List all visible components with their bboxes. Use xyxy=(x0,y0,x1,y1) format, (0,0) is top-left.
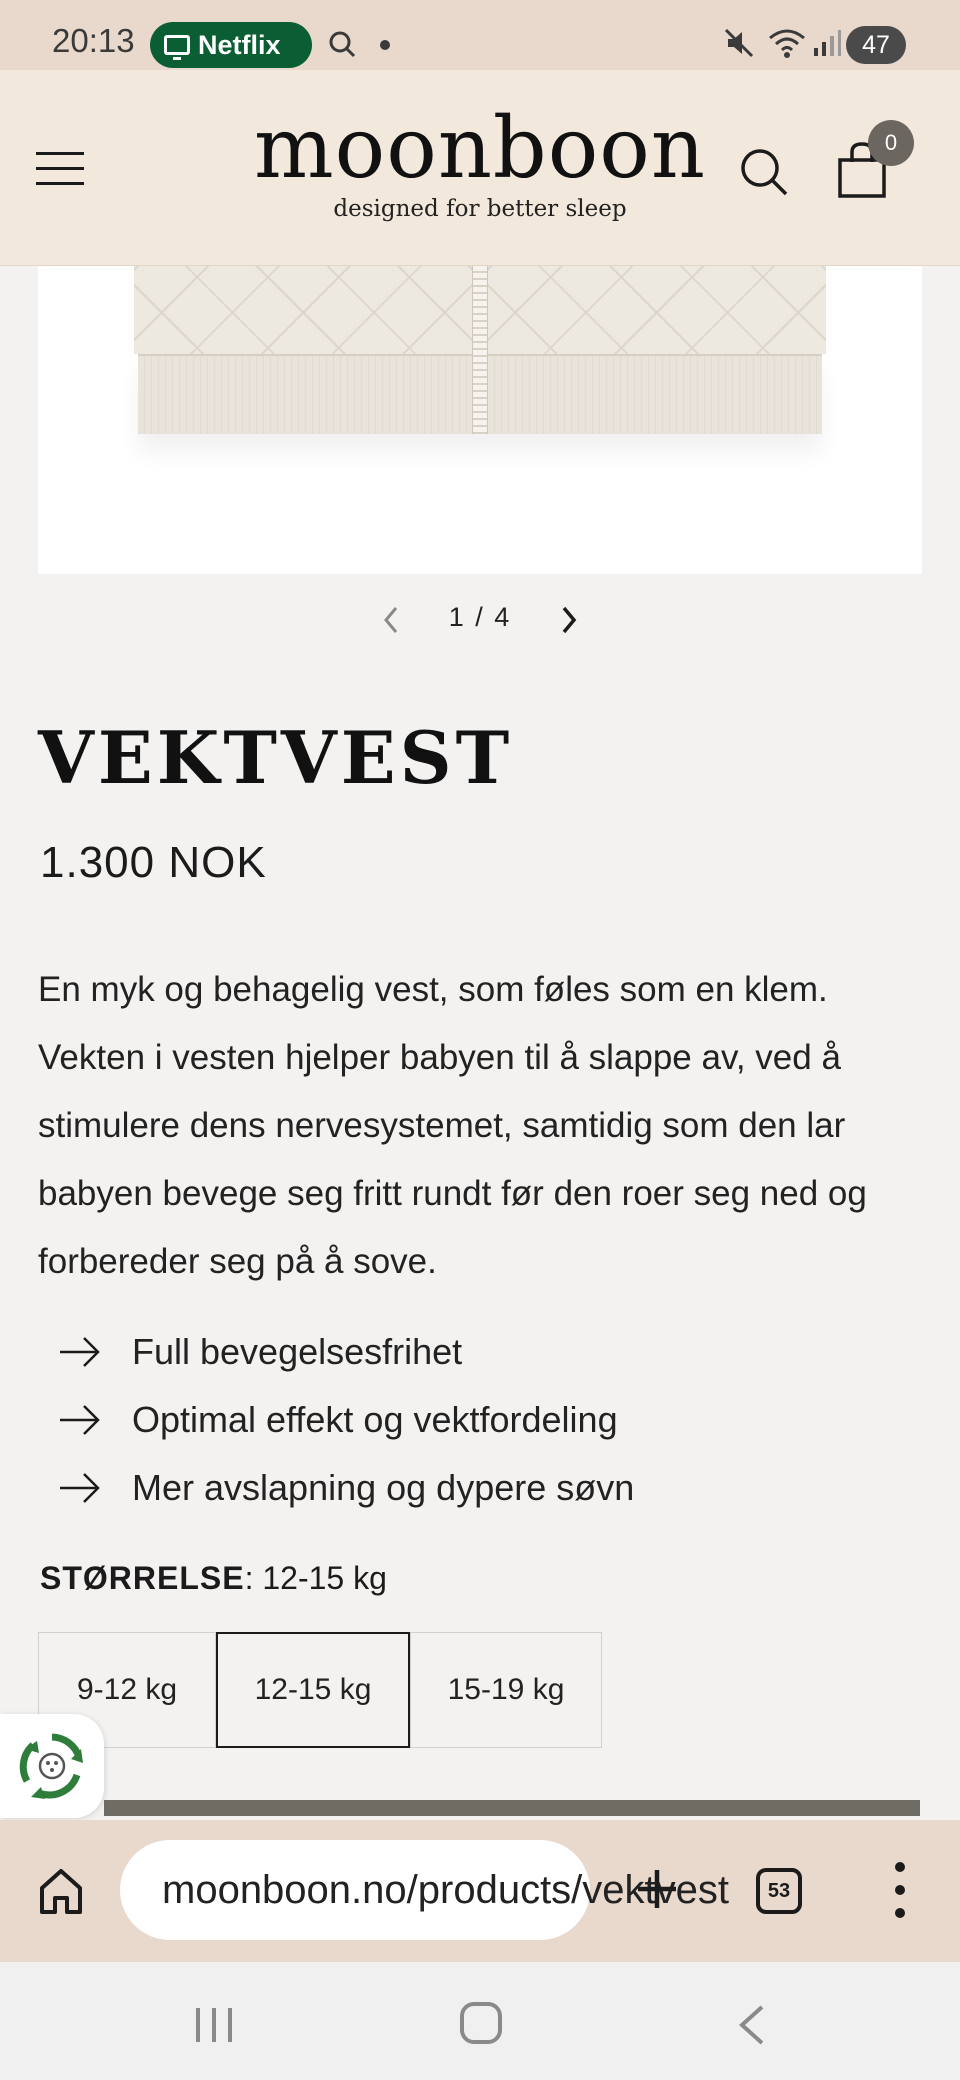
recents-icon[interactable] xyxy=(192,2006,236,2044)
feature-text: Mer avslapning og dypere søvn xyxy=(132,1467,635,1508)
cart-count-badge[interactable]: 0 xyxy=(868,120,914,166)
url-text: moonboon.no/products/vektvest xyxy=(162,1867,730,1912)
size-option-15-19[interactable]: 15-19 kg xyxy=(410,1632,602,1748)
more-options-icon[interactable] xyxy=(890,1862,910,1918)
product-image[interactable] xyxy=(38,266,922,574)
gallery-pager xyxy=(0,596,960,646)
site-tagline: designed for better sleep xyxy=(333,196,627,222)
feature-text: Full bevegelsesfrihet xyxy=(132,1331,463,1372)
size-option-9-12[interactable]: 9-12 kg xyxy=(38,1632,216,1748)
back-icon[interactable] xyxy=(736,2004,766,2046)
size-label-heading: STØRRELSE xyxy=(40,1560,245,1596)
system-navigation-bar xyxy=(0,1962,960,2080)
list-item xyxy=(58,1386,634,1454)
feature-list xyxy=(58,1318,634,1522)
search-icon xyxy=(328,30,356,58)
gallery-current: 1 xyxy=(448,602,466,632)
tab-count: 53 xyxy=(767,1879,791,1902)
battery-level: 47 xyxy=(862,30,890,59)
add-to-cart-button[interactable] xyxy=(104,1800,920,1816)
url-bar[interactable] xyxy=(120,1840,730,1940)
tv-icon xyxy=(164,35,190,55)
netflix-notification-pill[interactable] xyxy=(150,22,312,68)
chevron-left-icon[interactable] xyxy=(380,604,402,636)
nav-home-icon[interactable] xyxy=(460,2002,502,2044)
vest-zipper xyxy=(472,266,488,434)
list-item xyxy=(58,1318,634,1386)
chevron-right-icon[interactable] xyxy=(558,604,580,636)
arrow-right-icon xyxy=(58,1470,102,1506)
battery-icon xyxy=(846,26,906,64)
wifi-icon xyxy=(768,26,806,60)
search-icon[interactable] xyxy=(738,146,790,198)
eco-badge[interactable] xyxy=(0,1714,104,1818)
mute-icon xyxy=(724,28,754,58)
list-item xyxy=(58,1454,634,1522)
notification-dot xyxy=(380,40,390,50)
size-options xyxy=(38,1632,616,1748)
product-description: En myk og behagelig vest, som føles som en klem. Vekten i vesten hjelper babyen til å slappe av, ved å stimulere dens nervesystemet, samtidig som den lar babyen bevege seg fritt rundt før den roer seg ned og forbereder seg på å sove. xyxy=(38,970,867,1281)
arrow-right-icon xyxy=(58,1402,102,1438)
size-selected-value: 12-15 kg xyxy=(262,1560,387,1596)
home-icon[interactable] xyxy=(36,1866,86,1916)
gallery-total: 4 xyxy=(494,602,512,632)
signal-icon xyxy=(812,28,842,58)
gallery-page-indicator xyxy=(430,602,530,633)
product-title: VEKTVEST xyxy=(38,715,514,800)
feature-text: Optimal effekt og vektfordeling xyxy=(132,1399,618,1440)
size-option-12-15[interactable]: 12-15 kg xyxy=(216,1632,410,1748)
netflix-label: Netflix xyxy=(198,29,281,60)
site-header xyxy=(0,70,960,266)
product-price: 1.300 NOK xyxy=(40,838,267,887)
plus-icon[interactable] xyxy=(634,1866,680,1912)
site-logo[interactable]: moonboon xyxy=(254,99,706,197)
tab-switcher-button[interactable] xyxy=(756,1868,802,1914)
gallery-separator: / xyxy=(475,602,485,632)
browser-toolbar xyxy=(0,1820,960,1962)
status-bar xyxy=(0,0,960,70)
size-label: STØRRELSE: 12-15 kg xyxy=(40,1560,387,1596)
status-time: 20:13 xyxy=(52,22,135,59)
recycle-icon xyxy=(17,1731,87,1801)
arrow-right-icon xyxy=(58,1334,102,1370)
